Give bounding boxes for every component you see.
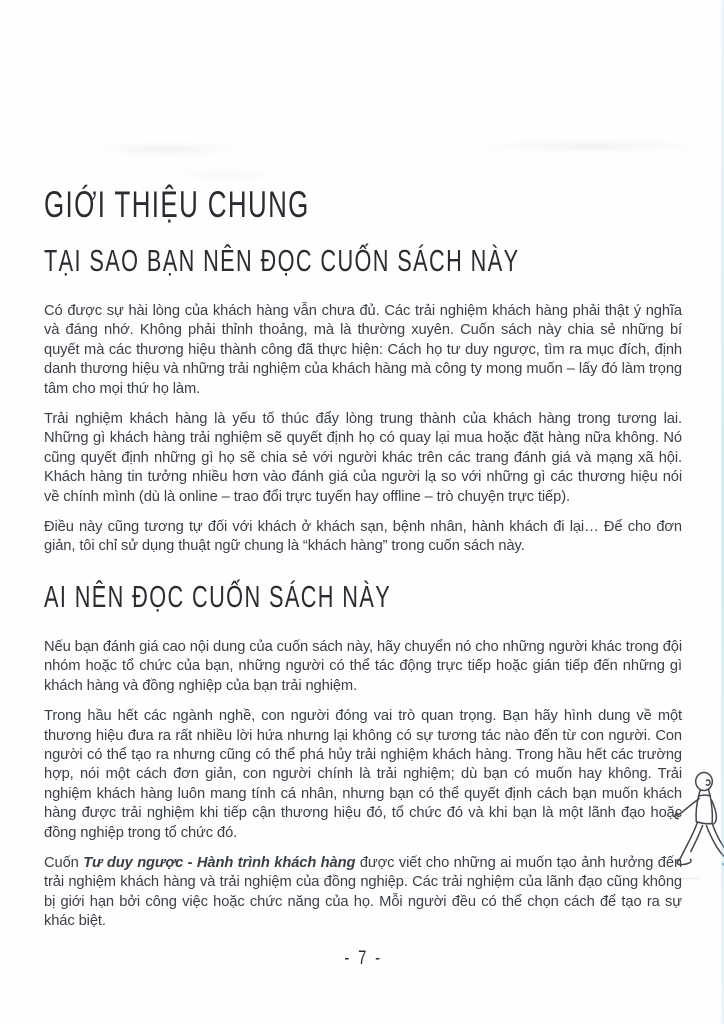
final-paragraph-suffix: được viết cho những ai muốn tạo ảnh hưởng đến trải nghiệm khách hàng và trải nghiệm của đồng nghiệp. Các trải nghiệm của lãnh đạo cũng không bị giới hạn bởi công việc hoặc chức năng của họ. Mỗi người đều có thể chọn cách để tạo ra sự khác biệt. (44, 854, 683, 930)
section-why-read (44, 245, 682, 557)
scan-smudge (92, 142, 242, 156)
walking-person-illustration (673, 770, 724, 872)
paragraph: Trải nghiệm khách hàng là yếu tố thúc đẩy lòng trung thành của khách hàng trong tương lai. Những gì khách hàng trải nghiệm sẽ quyết định họ có quay lại mua hoặc đặt hàng nữa không. Nó cũng quyết định những gì họ sẽ chia sẻ với người khác trên các trang đánh giá và mạng xã hội. Khách hàng tin tưởng nhiều hơn vào đánh giá của người lạ so với những gì các thương hiệu nói về chính mình (dù là online – trao đổi trực tuyến hay offline – trò chuyện trực tiếp). (44, 411, 682, 505)
page-number: - 7 - (343, 947, 383, 969)
page-title-text: GIỚI THIỆU CHUNG (44, 184, 310, 225)
paragraph: Điều này cũng tương tự đối với khách ở khách sạn, bệnh nhân, hành khách đi lại… Để cho đơn giản, tôi chỉ sử dụng thuật ngữ chung là “khách hàng” trong cuốn sách này. (44, 519, 682, 555)
paragraph-with-book-title (44, 854, 682, 932)
section-heading-who-should-read: AI NÊN ĐỌC CUỐN SÁCH NÀY (44, 578, 392, 614)
paragraph: Nếu bạn đánh giá cao nội dung của cuốn sách này, hãy chuyển nó cho những người khác trong đội nhóm hoặc tổ chức của bạn, những người có thể tác động trực tiếp hoặc gián tiếp đến những gì khách hàng và đồng nghiệp của bạn trải nghiệm. (44, 638, 682, 694)
paragraph: Trong hầu hết các ngành nghề, con người đóng vai trò quan trọng. Bạn hãy hình dung về một thương hiệu đưa ra rất nhiều lời hứa nhưng lại không có sự tương tác nào đến từ con người. Con người có thể tạo ra nhưng cũng có thể phá hủy trải nghiệm khách hàng. Trong hầu hết các trường hợp, nói một cách đơn giản, con người chính là trải nghiệm; dù bạn có muốn hay không. Trải nghiệm khách hàng luôn mang tính cá nhân, nhưng bạn có thể quyết định cách bạn muốn khách hàng được trải nghiệm khi tiếp cận thương hiệu đó, tổ chức đó và khi bạn là một lãnh đạo hoặc đồng nghiệp trong tổ chức đó. (44, 708, 682, 841)
section-who-should-read (44, 578, 683, 932)
book-title-emphasis: Tư duy ngược - Hành trình khách hàng (83, 854, 356, 871)
final-paragraph-prefix: Cuốn (44, 854, 84, 871)
page-title (44, 186, 682, 223)
section-heading-why-read: TẠI SAO BẠN NÊN ĐỌC CUỐN SÁCH NÀY (44, 243, 520, 278)
scan-smudge (170, 170, 280, 180)
paragraph: Có được sự hài lòng của khách hàng vẫn chưa đủ. Các trải nghiệm khách hàng phải thật ý nghĩa và đáng nhớ. Không phải thỉnh thoảng, mà là thường xuyên. Cuốn sách này chia sẻ những bí quyết mà các thương hiệu thành công đã thực hiện: Cách họ tư duy ngược, tìm ra mục đích, định danh thương hiệu và những trải nghiệm của khách hàng mà công ty mong muốn – lấy đó làm trọng tâm cho mọi thứ họ làm. (44, 303, 682, 397)
scan-smudge (470, 140, 710, 152)
